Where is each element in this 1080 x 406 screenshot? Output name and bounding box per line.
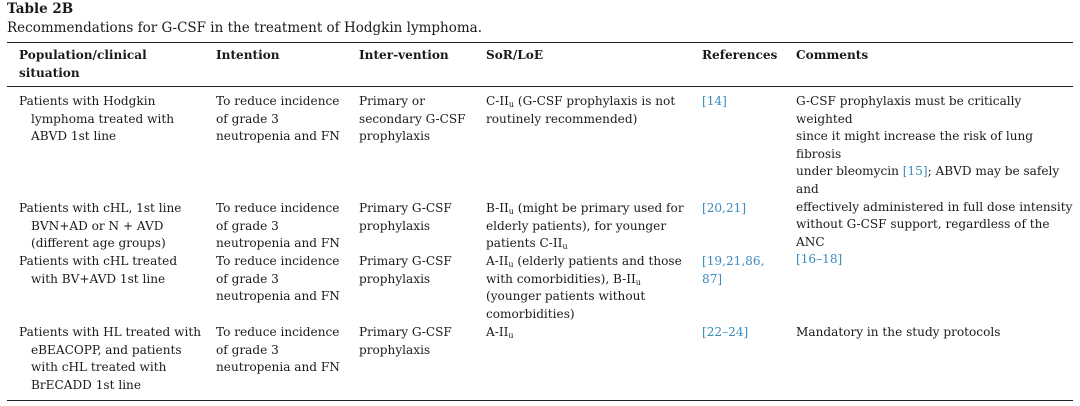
- table-row-2-references: [702, 200, 784, 218]
- header-references: References: [702, 48, 778, 62]
- table-bottom-rule: [7, 400, 1073, 401]
- table-row-1-sor-loe: $C-II_u$ (G-CSF prophylaxis is not routinely recommended): [486, 94, 676, 126]
- header-intention: Intention: [216, 48, 280, 62]
- table-title: Table 2B: [7, 1, 74, 17]
- table-row-1-intervention: Primary or secondary G-CSF prophylaxis: [359, 94, 466, 144]
- table-row-4-population: Patients with HL treated with eBEACOPP, and patients with cHL treated with BrECADD 1st line: [19, 325, 202, 392]
- table-row-4-comments: Mandatory in the study protocols: [796, 325, 1001, 339]
- table-row-4-intention: To reduce incidence of grade 3 neutropenia and FN: [216, 325, 340, 375]
- reference-link[interactable]: 87]: [702, 271, 723, 286]
- table-row-4-intervention: Primary G-CSF prophylaxis: [359, 325, 452, 357]
- reference-link[interactable]: [16–18]: [796, 252, 843, 267]
- table-row-4-references: [702, 324, 784, 342]
- table-row-3-population: Patients with cHL treated with BV+AVD 1st line: [19, 254, 178, 286]
- table-row-4-sor-loe: $A-II_u$: [486, 325, 514, 340]
- table-row-1-references: [702, 93, 784, 111]
- table-row-3-intervention: Primary G-CSF prophylaxis: [359, 254, 452, 286]
- header-population: Population/clinical situation: [19, 48, 147, 80]
- reference-link[interactable]: [14]: [702, 94, 727, 108]
- header-comments: Comments: [796, 48, 869, 62]
- header-sor-loe: SoR/LoE: [486, 48, 544, 62]
- header-bottom-rule: [7, 86, 1073, 87]
- table-caption: Recommendations for G-CSF in the treatment of Hodgkin lymphoma.: [7, 20, 482, 36]
- table-row-1-population: Patients with Hodgkin lymphoma treated with ABVD 1st line: [19, 94, 174, 144]
- table-row-1-comments: G-CSF prophylaxis must be critically weighted since it might increase the risk of lung fibrosis under bleomycin [15]; ABVD may be safely and effectively administered in full dose intensity without G-CSF support, regardless of the ANC [16–18]: [796, 93, 1073, 269]
- reference-link[interactable]: [19,21,86,: [702, 254, 765, 268]
- table-row-2-population: Patients with cHL, 1st line BVN+AD or N + AVD (different age groups): [19, 201, 182, 251]
- table-row-2-intervention: Primary G-CSF prophylaxis: [359, 201, 452, 233]
- table-row-3-intention: To reduce incidence of grade 3 neutropenia and FN: [216, 254, 340, 304]
- table-row-2-intention: To reduce incidence of grade 3 neutropenia and FN: [216, 201, 340, 251]
- table-row-2-sor-loe: $B-II_u$ (might be primary used for elderly patients), for younger patients $C-II_u$: [486, 201, 684, 252]
- reference-link[interactable]: [15]: [902, 164, 928, 179]
- table-row-3-references: [702, 253, 784, 288]
- table-row-3-sor-loe: $A-II_u$ (elderly patients and those with comorbidities), $B-II_u$ (younger patients without comorbidities): [486, 254, 682, 321]
- reference-link[interactable]: [22–24]: [702, 325, 749, 339]
- reference-link[interactable]: [20,21]: [702, 201, 747, 215]
- table-top-rule: [7, 42, 1073, 43]
- header-intervention: Inter-vention: [359, 48, 449, 62]
- table-row-1-intention: To reduce incidence of grade 3 neutropenia and FN: [216, 94, 340, 144]
